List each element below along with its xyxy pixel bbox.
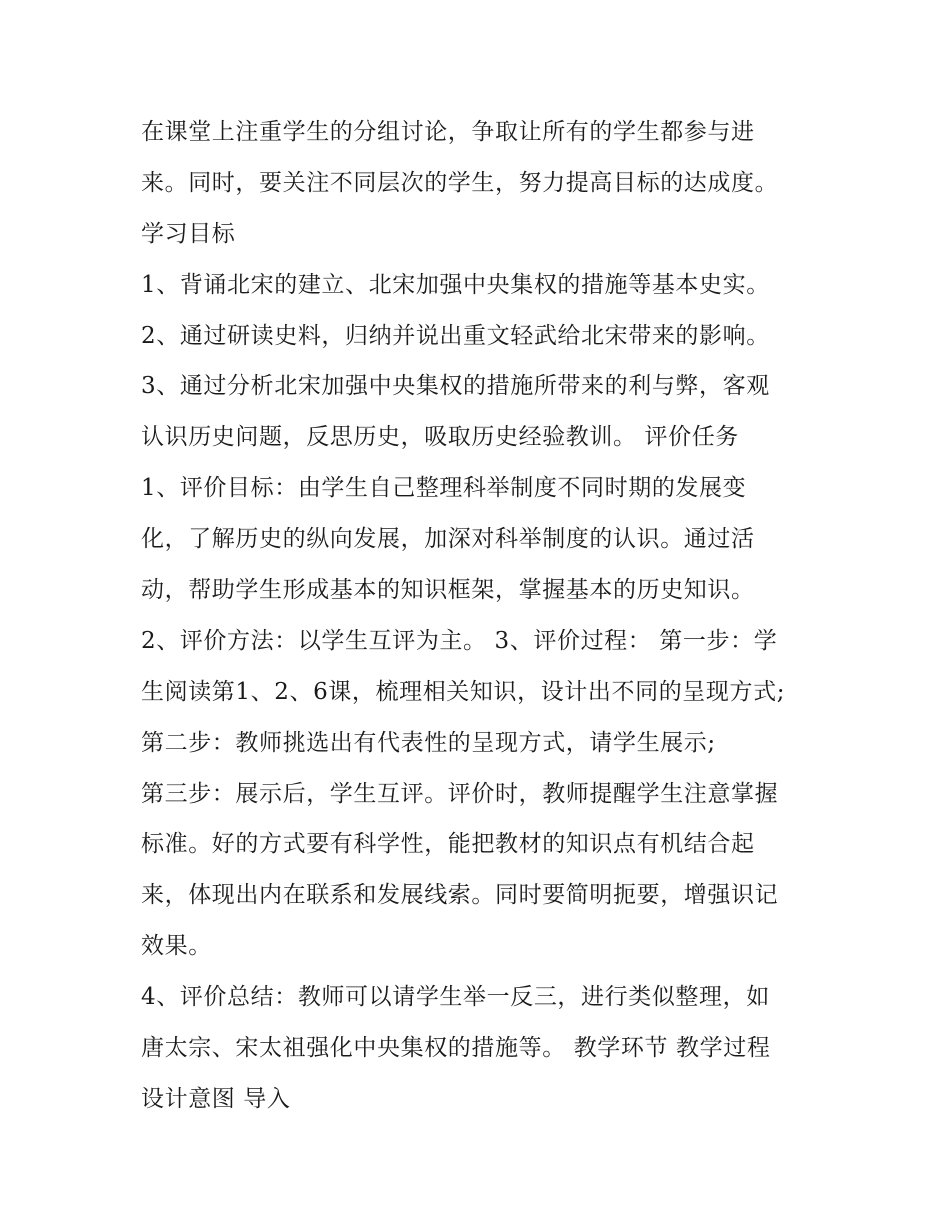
text-line: 标准。好的方式要有科学性，能把教材的知识点有机结合起 — [141, 831, 755, 858]
section-heading: 学习目标 — [141, 220, 236, 247]
text-line: 效果。 — [141, 933, 212, 960]
text-line: 2、通过研读史料，归纳并说出重文轻武给北宋带来的影响。 — [141, 322, 770, 349]
text-line: 唐太宗、宋太祖强化中央集权的措施等。 教学环节 教学过程 — [141, 1035, 771, 1062]
text-line: 生阅读第1、2、6课，梳理相关知识，设计出不同的呈现方式; — [141, 678, 786, 705]
text-line: 4、评价总结：教师可以请学生举一反三，进行类似整理，如 — [141, 984, 770, 1011]
text-line: 来，体现出内在联系和发展线索。同时要简明扼要，增强识记 — [141, 882, 779, 909]
text-line: 3、通过分析北宋加强中央集权的措施所带来的利与弊，客观 — [141, 373, 770, 400]
text-line: 第二步：教师挑选出有代表性的呈现方式，请学生展示; — [141, 729, 716, 756]
text-line: 认识历史问题，反思历史，吸取历史经验教训。 评价任务 — [141, 424, 739, 451]
text-line: 来。同时，要关注不同层次的学生，努力提高目标的达成度。 — [141, 169, 779, 196]
document-body — [141, 107, 831, 1125]
text-line: 动，帮助学生形成基本的知识框架，掌握基本的历史知识。 — [141, 577, 755, 604]
text-line: 在课堂上注重学生的分组讨论，争取让所有的学生都参与进 — [141, 119, 755, 145]
text-line: 化，了解历史的纵向发展，加深对科举制度的认识。通过活 — [141, 526, 755, 553]
text-line: 2、评价方法：以学生互评为主。 3、评价过程： 第一步：学 — [141, 627, 778, 654]
text-line: 1、背诵北宋的建立、北宋加强中央集权的措施等基本史实。 — [141, 271, 770, 298]
text-line: 1、评价目标：由学生自己整理科举制度不同时期的发展变 — [141, 475, 747, 502]
text-line: 第三步：展示后，学生互评。评价时，教师提醒学生注意掌握 — [141, 780, 779, 807]
text-line: 设计意图 导入 — [141, 1085, 291, 1112]
